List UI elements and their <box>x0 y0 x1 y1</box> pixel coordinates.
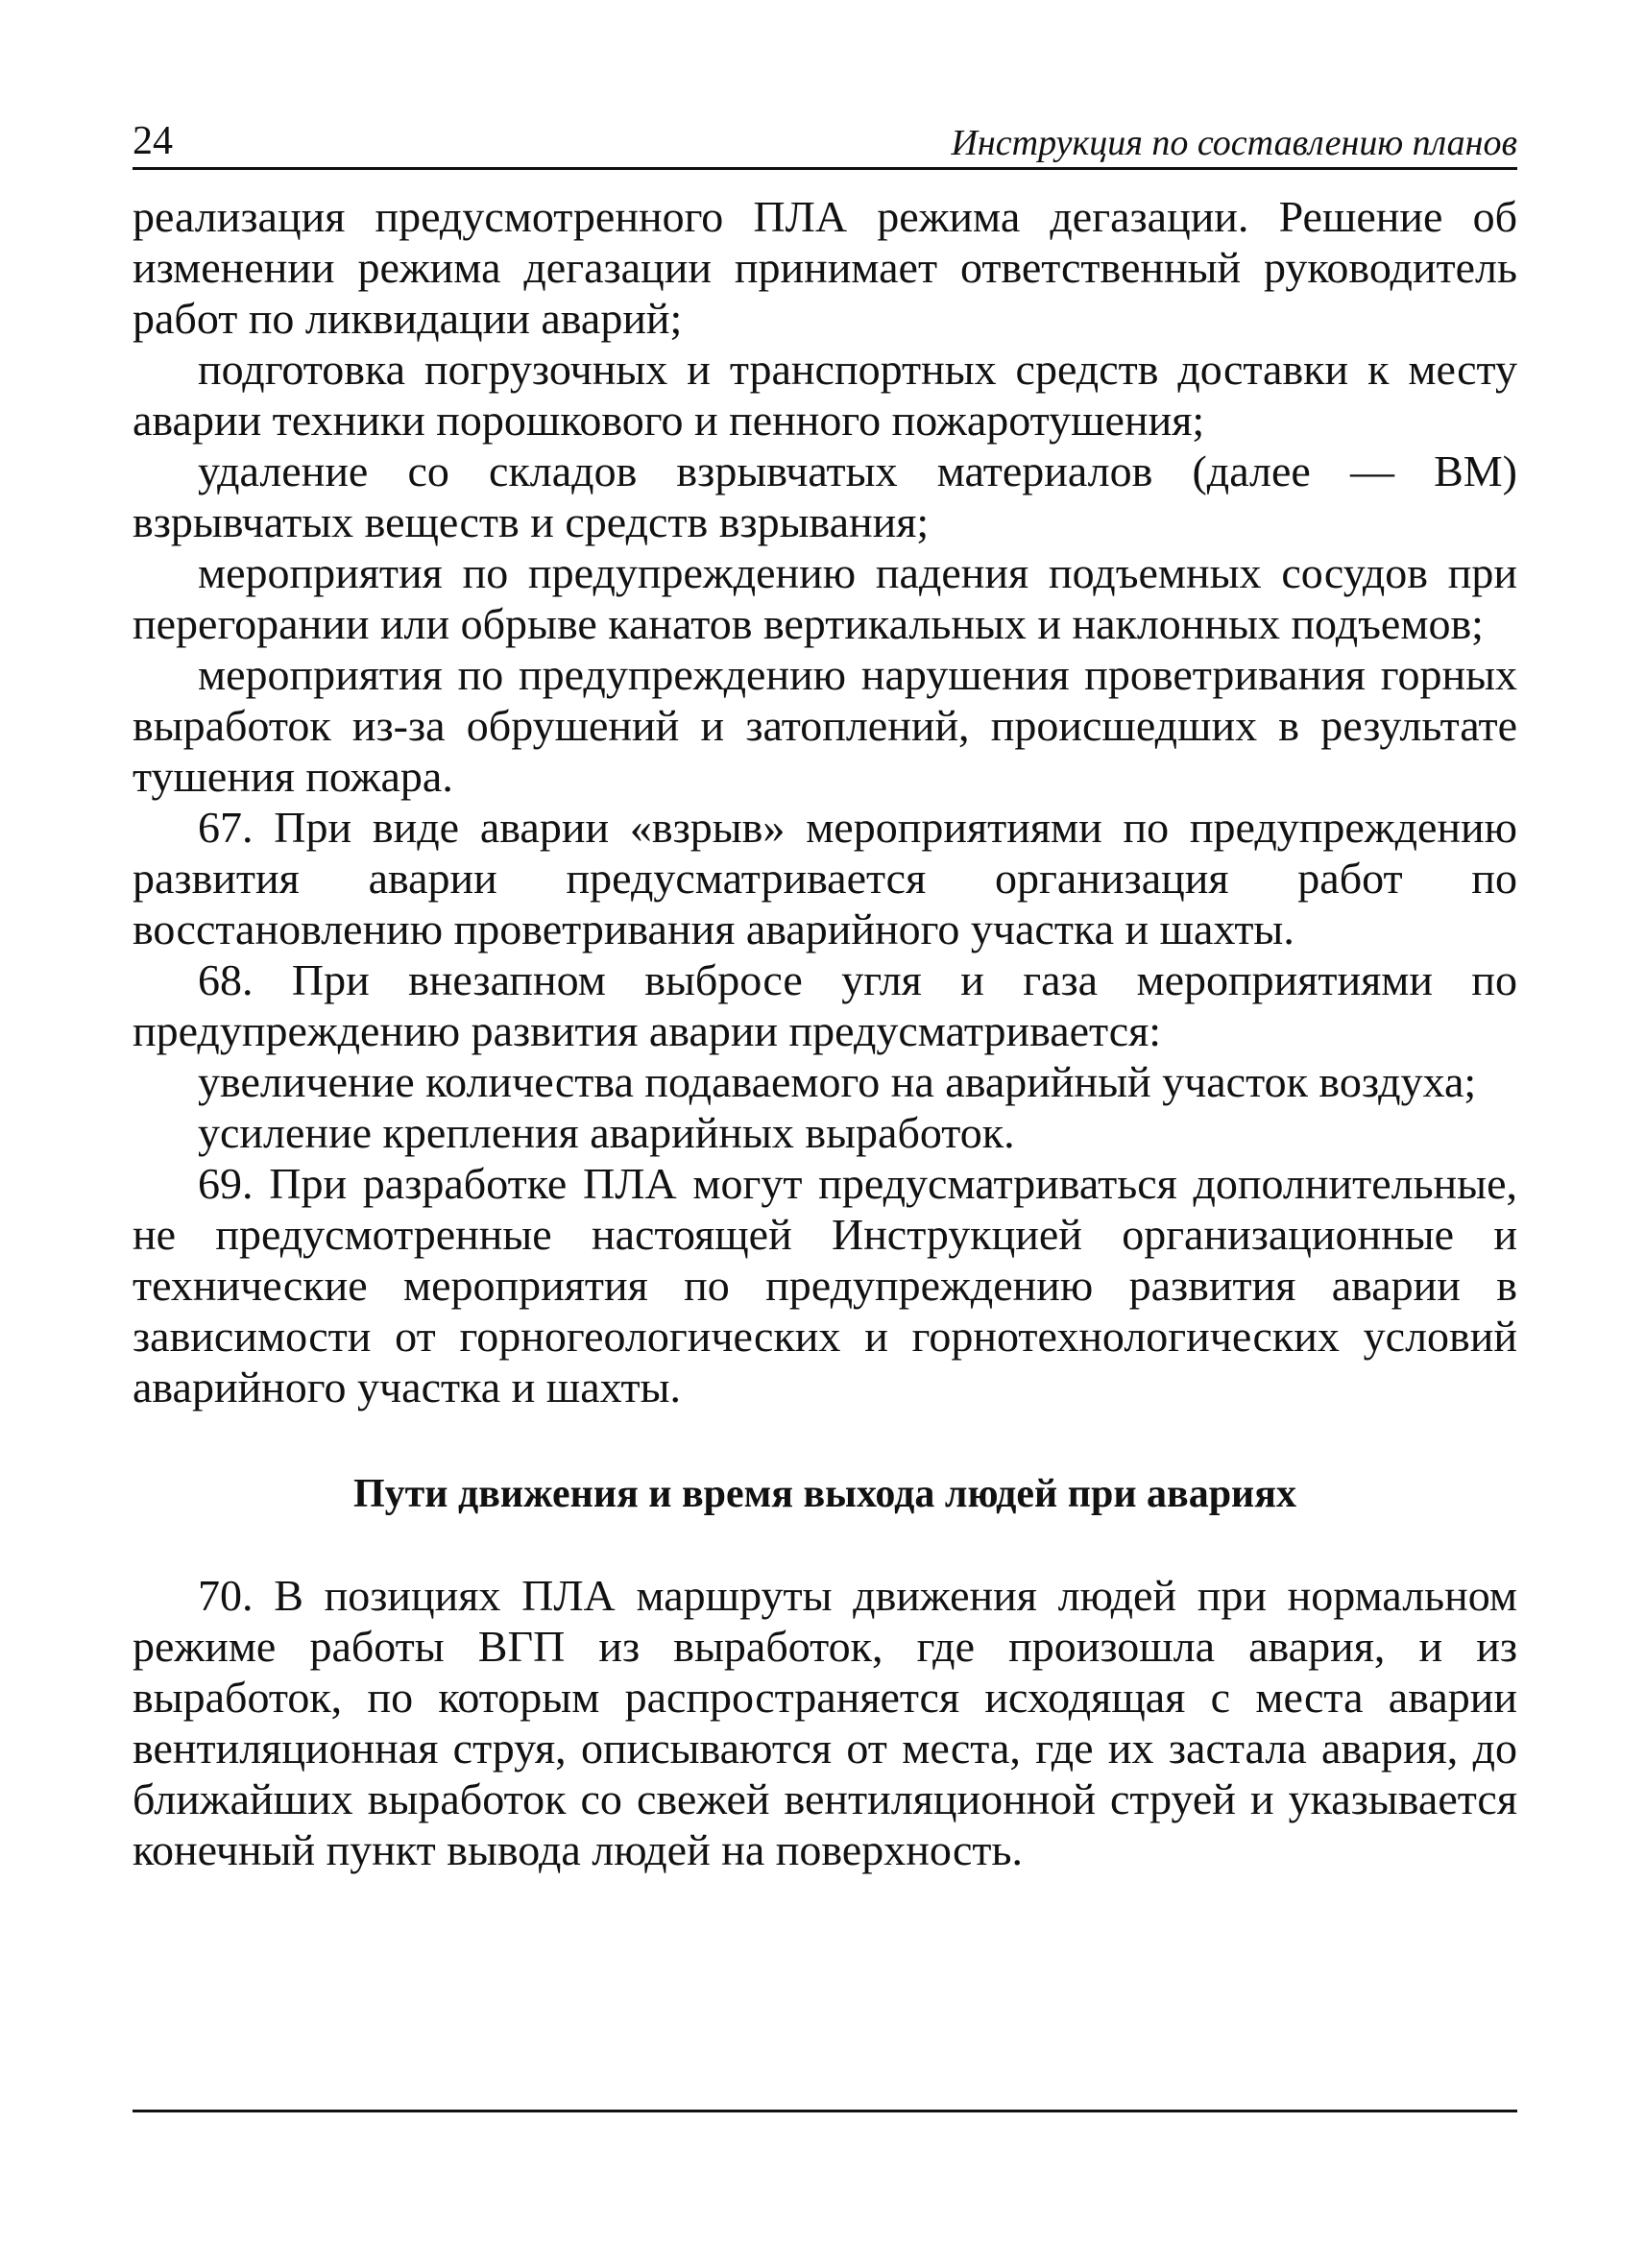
paragraph-item-68: 68. При внезапном выбросе угля и газа мероприятиями по предупреждению развития аварии предусматривается: <box>133 955 1517 1055</box>
running-header <box>133 113 1517 170</box>
paragraph: удаление со складов взрывчатых материалов (далее — ВМ) взрывчатых веществ и средств взрывания; <box>133 446 1517 546</box>
paragraph: мероприятия по предупреждению нарушения проветривания горных выработок из-за обрушений и затоплений, происшедших в результате тушения пожара. <box>133 650 1517 801</box>
running-title: Инструкция по составлению планов <box>951 123 1517 163</box>
paragraph: увеличение количества подаваемого на аварийный участок воздуха; <box>198 1057 1477 1106</box>
paragraph: реализация предусмотренного ПЛА режима дегазации. Решение об изменении режима дегазации принимает ответственный руководитель работ по ликвидации аварий; <box>133 192 1517 343</box>
paragraph-item-70: 70. В позициях ПЛА маршруты движения людей при нормальном режиме работы ВГП из выработок, где произошла авария, и из выработок, по которым распространяется исходящая с места аварии вентиляционная струя, описываются от места, где их застала авария, до ближайших выработок со свежей вентиляционной струей и указывается конечный пункт вывода людей на поверхность. <box>133 1571 1517 1874</box>
paragraph: усиление крепления аварийных выработок. <box>198 1108 1015 1157</box>
page-number: 24 <box>133 119 173 163</box>
document-page <box>133 113 1517 2159</box>
paragraph: подготовка погрузочных и транспортных средств доставки к месту аварии техники порошкового и пенного пожаротушения; <box>133 345 1517 445</box>
footer-rule <box>133 2110 1517 2112</box>
paragraph-item-69: 69. При разработке ПЛА могут предусматриваться дополнительные, не предусмотренные настоящей Инструкцией организационные и технические мероприятия по предупреждению развития аварии в зависимости от горногеологических и горнотехнологических условий аварийного участка и шахты. <box>133 1159 1517 1411</box>
paragraph-item-67: 67. При виде аварии «взрыв» мероприятиями по предупреждению развития аварии предусматривается организация работ по восстановлению проветривания аварийного участка и шахты. <box>133 803 1517 953</box>
paragraph: мероприятия по предупреждению падения подъемных сосудов при перегорании или обрыве канатов вертикальных и наклонных подъемов; <box>133 548 1517 648</box>
body-text <box>133 191 1517 1875</box>
section-heading: Пути движения и время выхода людей при авариях <box>353 1472 1296 1516</box>
